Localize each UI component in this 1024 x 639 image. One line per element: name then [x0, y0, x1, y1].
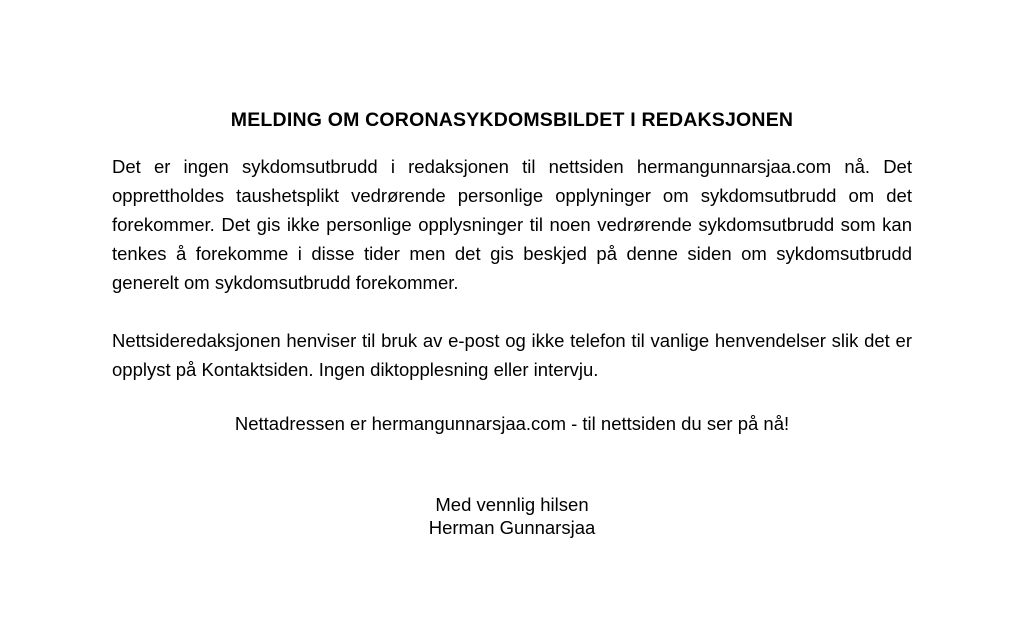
- signature-block: [112, 493, 912, 539]
- signature-closing: Med vennlig hilsen: [435, 494, 589, 515]
- notice-paragraph-2: Nettsideredaksjonen henviser til bruk av e-post og ikke telefon til vanlige henvendelser slik det er opplyst på Kontaktsiden. Ingen diktopplesning eller intervju.: [112, 330, 912, 380]
- signature-name: Herman Gunnarsjaa: [428, 517, 596, 538]
- notice-paragraph-1: Det er ingen sykdomsutbrudd i redaksjonen til nettsiden hermangunnarsjaa.com nå. Det opprettholdes taushetsplikt vedrørende personlige opplyninger om sykdomsutbrudd om det forekommer. Det gis ikke personlige opplysninger til noen vedrørende sykdomsutbrudd som kan tenkes å forekomme i disse tider men det gis beskjed på denne siden om sykdomsutbrudd generelt om sykdomsutbrudd forekommer.: [112, 156, 912, 293]
- website-address-line: Nettadressen er hermangunnarsjaa.com - til nettsiden du ser på nå!: [234, 413, 790, 434]
- notice-document: [112, 0, 912, 539]
- page-title: MELDING OM CORONASYKDOMSBILDET I REDAKSJONEN: [230, 109, 794, 131]
